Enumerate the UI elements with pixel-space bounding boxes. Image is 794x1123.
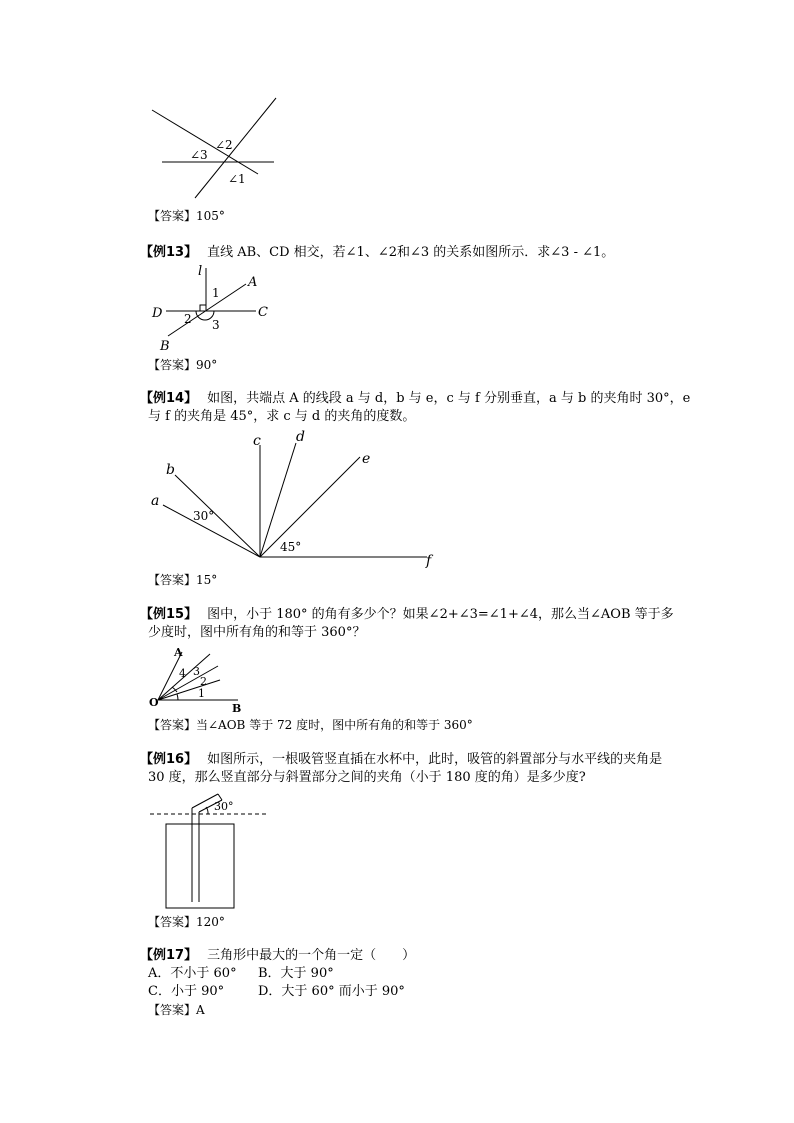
answer-13: 【答案】90° xyxy=(148,358,218,372)
question-text-line1: 如图，共端点 A 的线段 a 与 d，b 与 e，c 与 f 分别垂直，a 与 b 的夹角时 30°，e xyxy=(207,391,691,406)
angle-2-label: 2 xyxy=(184,312,192,326)
question-text-line2: 30 度，那么竖直部分与斜置部分之间的夹角（小于 180 度的角）是多少度? xyxy=(148,770,586,785)
segment-b-label: b xyxy=(166,462,175,478)
angle-2-label: ∠2 xyxy=(215,138,233,152)
answer-17: 【答案】A xyxy=(148,1003,205,1017)
point-a-label: A xyxy=(174,646,183,659)
example-17-question xyxy=(140,947,415,965)
angle-3-label: 3 xyxy=(193,665,200,678)
angle-4-label: 4 xyxy=(179,667,186,680)
example-14-question xyxy=(140,390,690,408)
example-label: 【例15】 xyxy=(140,607,198,622)
question-text-line2: 少度时，图中所有角的和等于 360°？ xyxy=(148,625,366,640)
question-text-line1: 如图所示，一根吸管竖直插在水杯中，此时，吸管的斜置部分与水平线的夹角是 xyxy=(207,752,663,767)
angle-30-label: 30° xyxy=(193,509,215,523)
angle-30-label: 30° xyxy=(214,800,234,813)
figure-segments-abcdef xyxy=(145,425,445,573)
line-l-label: l xyxy=(198,264,203,279)
point-d-label: D xyxy=(152,306,163,321)
option-a: A．不小于 60° xyxy=(148,966,237,981)
figure-intersecting-lines xyxy=(148,262,278,354)
point-o-label: O xyxy=(149,696,159,709)
example-label: 【例13】 xyxy=(140,245,198,260)
question-text: 三角形中最大的一个角一定（ ） xyxy=(207,948,416,963)
example-label: 【例14】 xyxy=(140,391,198,406)
example-label: 【例16】 xyxy=(140,752,198,767)
answer-14: 【答案】15° xyxy=(148,573,218,587)
question-text-line1: 图中，小于 180° 的角有多少个？如果∠2+∠3=∠1+∠4，那么当∠AOB 等于多 xyxy=(207,607,674,622)
angle-1-label: ∠1 xyxy=(228,172,246,186)
angle-3-label: ∠3 xyxy=(190,148,208,162)
option-d: D．大于 60° 而小于 90° xyxy=(258,984,405,999)
point-b-label: B xyxy=(160,339,170,354)
figure-straw-in-cup xyxy=(148,790,268,912)
point-b-label: B xyxy=(232,702,242,715)
option-c: C．小于 90° xyxy=(148,984,225,999)
angle-1-label: 1 xyxy=(212,286,220,300)
point-a-label: A xyxy=(248,275,258,290)
segment-e-label: e xyxy=(362,451,371,467)
segment-c-label: c xyxy=(253,433,261,449)
option-b: B．大于 90° xyxy=(258,966,334,981)
figure-rays-from-o xyxy=(148,644,248,714)
example-label: 【例17】 xyxy=(140,948,198,963)
segment-f-label: f xyxy=(426,553,432,569)
example-16-question xyxy=(140,751,662,769)
answer-12: 【答案】105° xyxy=(148,209,225,223)
angle-2-label: 2 xyxy=(200,675,207,688)
point-c-label: C xyxy=(258,305,268,320)
angle-45-label: 45° xyxy=(280,540,302,554)
segment-d-label: d xyxy=(296,429,305,445)
segment-a-label: a xyxy=(151,493,160,509)
example-15-question xyxy=(140,606,674,624)
question-text: 直线 AB、CD 相交，若∠1、∠2和∠3 的关系如图所示．求∠3 - ∠1。 xyxy=(207,245,615,260)
answer-16: 【答案】120° xyxy=(148,915,225,929)
question-text-line2: 与 f 的夹角是 45°，求 c 与 d 的夹角的度数。 xyxy=(148,409,416,424)
angle-3-label: 3 xyxy=(212,318,220,332)
example-13-question xyxy=(140,244,614,262)
angle-1-label: 1 xyxy=(198,687,205,700)
figure-angles-123 xyxy=(140,92,300,202)
answer-15: 【答案】当∠AOB 等于 72 度时，图中所有角的和等于 360° xyxy=(148,718,473,732)
